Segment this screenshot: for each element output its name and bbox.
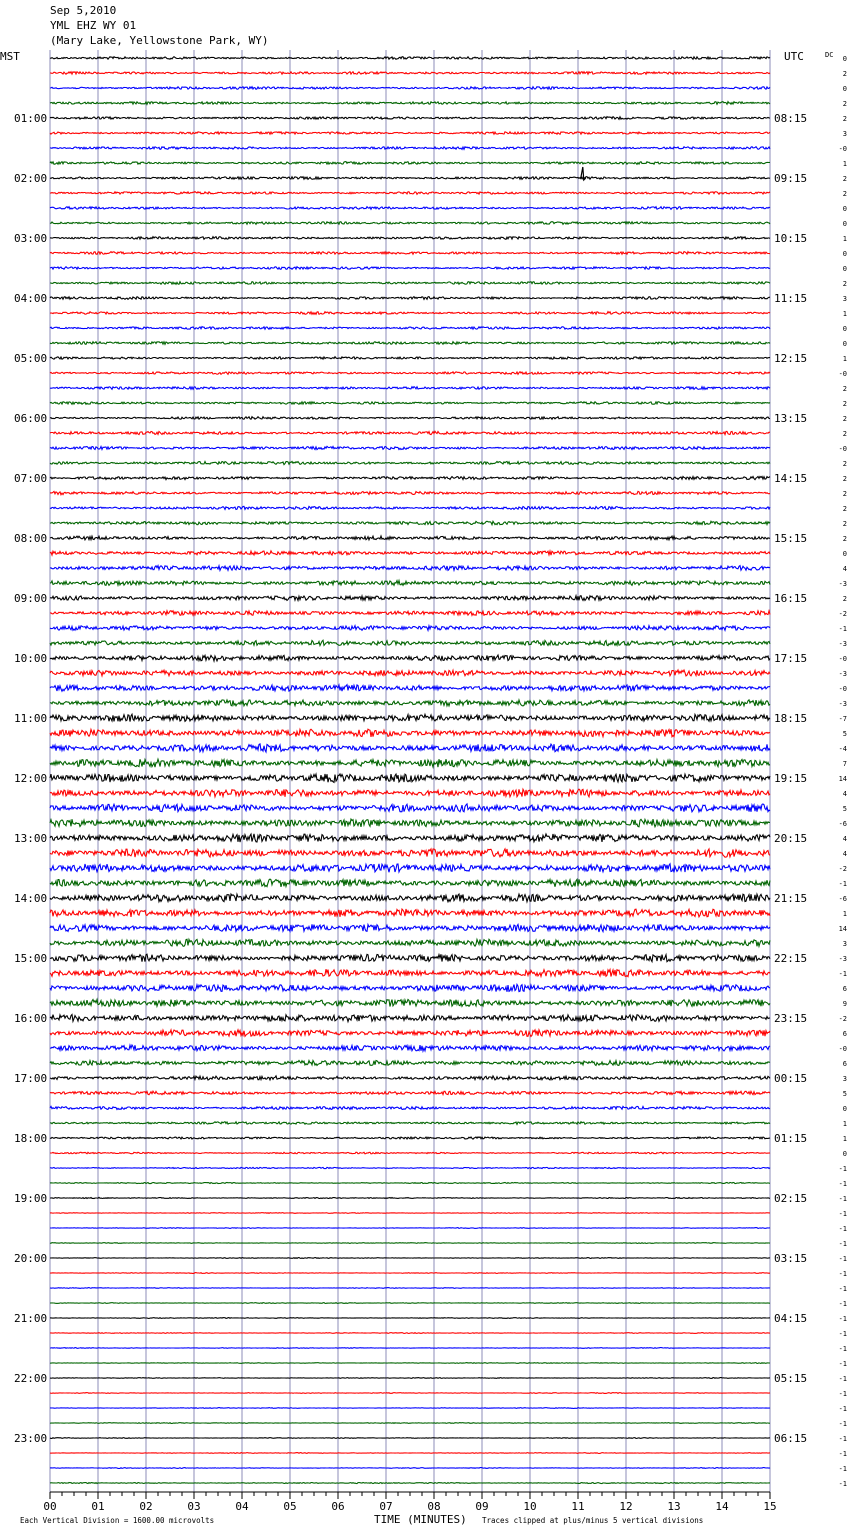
trace-row xyxy=(50,729,770,737)
dc-offset-value: -1 xyxy=(838,625,847,633)
trace-row xyxy=(50,1468,770,1469)
mst-hour-label: 20:00 xyxy=(14,1252,48,1265)
dc-offset-value: 6 xyxy=(842,1030,847,1038)
trace-row xyxy=(50,1303,770,1304)
dc-offset-value: 2 xyxy=(842,475,847,483)
trace-row xyxy=(50,670,770,676)
dc-offset-value: 9 xyxy=(842,1000,847,1008)
trace-row xyxy=(50,924,770,932)
time-tick-label: 06 xyxy=(331,1500,345,1513)
trace-row xyxy=(50,402,770,405)
trace-row xyxy=(50,626,770,631)
time-tick-label: 11 xyxy=(571,1500,585,1513)
trace-row xyxy=(50,1076,770,1080)
mst-hour-label: 08:00 xyxy=(14,532,48,545)
utc-hour-label: 22:15 xyxy=(774,952,808,965)
trace-row xyxy=(50,506,770,509)
dc-offset-value: -1 xyxy=(838,1345,847,1353)
trace-row xyxy=(50,1483,770,1484)
dc-offset-value: 4 xyxy=(842,565,847,573)
utc-hour-label: 06:15 xyxy=(774,1432,808,1445)
trace-row xyxy=(50,1122,770,1125)
dc-offset-value: 1 xyxy=(842,355,847,363)
trace-row xyxy=(50,1228,770,1229)
dc-offset-value: 2 xyxy=(842,115,847,123)
dc-offset-value: 0 xyxy=(842,205,847,213)
trace-row xyxy=(50,1152,770,1154)
mst-hour-label: 01:00 xyxy=(14,112,48,125)
dc-offset-value: -1 xyxy=(838,1330,847,1338)
dc-offset-value: -1 xyxy=(838,1300,847,1308)
dc-offset-value: -1 xyxy=(838,970,847,978)
dc-offset-value: -1 xyxy=(838,1255,847,1263)
footer-scale-note: Each Vertical Division = 1600.00 microvolts xyxy=(20,1516,215,1525)
time-tick-label: 03 xyxy=(187,1500,201,1513)
dc-offset-value: -1 xyxy=(838,1195,847,1203)
time-tick-label: 09 xyxy=(475,1500,489,1513)
dc-offset-value: 3 xyxy=(842,940,847,948)
trace-row xyxy=(50,1273,770,1274)
dc-offset-value: 2 xyxy=(842,505,847,513)
trace-row xyxy=(50,1197,770,1198)
trace-row xyxy=(50,1030,770,1037)
trace-row xyxy=(50,640,770,645)
trace-row xyxy=(50,372,770,375)
dc-offset-value: -1 xyxy=(838,1465,847,1473)
mst-hour-label: 02:00 xyxy=(14,172,48,185)
trace-row xyxy=(50,1318,770,1319)
dc-offset-value: -1 xyxy=(838,1180,847,1188)
dc-offset-value: 1 xyxy=(842,910,847,918)
dc-offset-value: 0 xyxy=(842,265,847,273)
trace-row xyxy=(50,162,770,165)
trace-row xyxy=(50,1423,770,1424)
mst-hour-label: 19:00 xyxy=(14,1192,48,1205)
mst-hour-label: 14:00 xyxy=(14,892,48,905)
trace-row xyxy=(50,222,770,225)
utc-hour-label: 10:15 xyxy=(774,232,808,245)
trace-row xyxy=(50,789,770,797)
trace-row xyxy=(50,581,770,586)
dc-offset-value: 6 xyxy=(842,985,847,993)
trace-row xyxy=(50,461,770,464)
trace-row xyxy=(50,1438,770,1439)
time-tick-label: 12 xyxy=(619,1500,633,1513)
time-tick-label: 15 xyxy=(763,1500,777,1513)
trace-row xyxy=(50,147,770,150)
dc-offset-value: 5 xyxy=(842,730,847,738)
dc-offset-value: -6 xyxy=(838,820,847,828)
station-location: (Mary Lake, Yellowstone Park, WY) xyxy=(50,34,269,47)
trace-row xyxy=(50,297,770,300)
utc-hour-label: 21:15 xyxy=(774,892,808,905)
dc-offset-value: -1 xyxy=(838,880,847,888)
time-tick-label: 08 xyxy=(427,1500,441,1513)
trace-row xyxy=(50,207,770,210)
dc-offset-value: -1 xyxy=(838,1240,847,1248)
dc-offset-value: -1 xyxy=(838,1405,847,1413)
utc-hour-label: 01:15 xyxy=(774,1132,808,1145)
mst-hour-label: 16:00 xyxy=(14,1012,48,1025)
trace-row xyxy=(50,1213,770,1214)
trace-row xyxy=(50,714,770,721)
dc-offset-value: -1 xyxy=(838,1420,847,1428)
trace-row xyxy=(50,282,770,285)
utc-hour-label: 13:15 xyxy=(774,412,808,425)
utc-hour-label: 02:15 xyxy=(774,1192,808,1205)
trace-row xyxy=(50,431,770,434)
utc-hour-label: 20:15 xyxy=(774,832,808,845)
trace-row xyxy=(50,72,770,75)
utc-hour-label: 05:15 xyxy=(774,1372,808,1385)
trace-row xyxy=(50,551,770,555)
dc-offset-value: -3 xyxy=(838,670,847,678)
dc-offset-value: 0 xyxy=(842,1105,847,1113)
trace-row xyxy=(50,879,770,887)
dc-offset-value: 2 xyxy=(842,520,847,528)
time-tick-label: 02 xyxy=(139,1500,153,1513)
trace-row xyxy=(50,417,770,420)
trace-row xyxy=(50,744,770,752)
trace-row xyxy=(50,909,770,917)
dc-offset-value: 2 xyxy=(842,460,847,468)
dc-offset-value: 5 xyxy=(842,1090,847,1098)
plot-date: Sep 5,2010 xyxy=(50,4,117,17)
trace-row xyxy=(50,1393,770,1394)
dc-offset-value: -1 xyxy=(838,1285,847,1293)
mst-hour-label: 11:00 xyxy=(14,712,48,725)
dc-offset-value: -2 xyxy=(838,610,847,618)
mst-hour-label: 21:00 xyxy=(14,1312,48,1325)
dc-offset-value: -0 xyxy=(838,1045,847,1053)
dc-offset-value: -1 xyxy=(838,1210,847,1218)
x-axis-label: TIME (MINUTES) xyxy=(374,1513,467,1526)
dc-offset-value: -4 xyxy=(838,745,847,753)
trace-row xyxy=(50,819,770,827)
dc-offset-value: 3 xyxy=(842,295,847,303)
dc-offset-value: 2 xyxy=(842,430,847,438)
trace-row xyxy=(50,1000,770,1007)
time-tick-label: 04 xyxy=(235,1500,249,1513)
mst-hour-label: 22:00 xyxy=(14,1372,48,1385)
dc-offset-value: 2 xyxy=(842,190,847,198)
trace-row xyxy=(50,491,770,494)
time-tick-label: 01 xyxy=(91,1500,105,1513)
mst-hour-label: 10:00 xyxy=(14,652,48,665)
trace-row xyxy=(50,894,770,902)
dc-offset-value: 14 xyxy=(838,925,847,933)
dc-offset-value: -0 xyxy=(838,445,847,453)
mst-hour-label: 17:00 xyxy=(14,1072,48,1085)
dc-offset-value: -3 xyxy=(838,580,847,588)
trace-row xyxy=(50,1288,770,1289)
mst-hour-label: 06:00 xyxy=(14,412,48,425)
dc-offset-value: 0 xyxy=(842,85,847,93)
dc-offset-value: -0 xyxy=(838,370,847,378)
trace-row xyxy=(50,1137,770,1139)
station-code: YML EHZ WY 01 xyxy=(50,19,137,32)
dc-offset-value: 1 xyxy=(842,1135,847,1143)
trace-row xyxy=(50,611,770,616)
dc-offset-value: 7 xyxy=(842,760,847,768)
utc-hour-label: 11:15 xyxy=(774,292,808,305)
dc-offset-value: -3 xyxy=(838,700,847,708)
trace-row xyxy=(50,312,770,315)
utc-hour-label: 23:15 xyxy=(774,1012,808,1025)
dc-label: DC xyxy=(825,51,834,59)
dc-offset-value: 4 xyxy=(842,850,847,858)
dc-offset-value: 3 xyxy=(842,130,847,138)
trace-row xyxy=(50,969,770,976)
trace-row xyxy=(50,1015,770,1022)
dc-offset-value: 0 xyxy=(842,250,847,258)
trace-row xyxy=(50,342,770,345)
trace-row xyxy=(50,1183,770,1184)
dc-offset-value: 2 xyxy=(842,385,847,393)
trace-row xyxy=(50,1167,770,1168)
dc-offset-value: -3 xyxy=(838,640,847,648)
trace-row xyxy=(50,1378,770,1379)
trace-row xyxy=(50,1091,770,1095)
dc-offset-value: 6 xyxy=(842,1060,847,1068)
trace-row xyxy=(50,759,770,767)
dc-offset-value: -2 xyxy=(838,1015,847,1023)
utc-hour-label: 17:15 xyxy=(774,652,808,665)
utc-hour-label: 03:15 xyxy=(774,1252,808,1265)
dc-offset-value: 0 xyxy=(842,55,847,63)
trace-row xyxy=(50,1453,770,1454)
dc-offset-value: 0 xyxy=(842,1150,847,1158)
dc-offset-value: -0 xyxy=(838,685,847,693)
trace-row xyxy=(50,57,770,60)
dc-offset-value: 2 xyxy=(842,595,847,603)
time-tick-label: 10 xyxy=(523,1500,537,1513)
dc-offset-value: -1 xyxy=(838,1165,847,1173)
trace-row xyxy=(50,655,770,661)
trace-row xyxy=(50,387,770,390)
mst-hour-label: 05:00 xyxy=(14,352,48,365)
trace-row xyxy=(50,102,770,105)
dc-offset-value: -1 xyxy=(838,1390,847,1398)
trace-row xyxy=(50,1061,770,1066)
mst-hour-label: 03:00 xyxy=(14,232,48,245)
trace-row xyxy=(50,132,770,135)
trace-row xyxy=(50,1408,770,1409)
dc-offset-value: 2 xyxy=(842,70,847,78)
trace-row xyxy=(50,327,770,330)
dc-offset-value: -1 xyxy=(838,1315,847,1323)
trace-row xyxy=(50,849,770,857)
trace-row xyxy=(50,804,770,812)
trace-row xyxy=(50,1258,770,1259)
utc-axis-label: UTC xyxy=(784,50,804,63)
dc-offset-value: -1 xyxy=(838,1360,847,1368)
trace-row xyxy=(50,1045,770,1051)
dc-offset-value: 2 xyxy=(842,535,847,543)
dc-offset-value: -1 xyxy=(838,1450,847,1458)
dc-offset-value: -0 xyxy=(838,145,847,153)
trace-row xyxy=(50,117,770,120)
dc-offset-value: 4 xyxy=(842,790,847,798)
trace-row xyxy=(50,446,770,449)
trace-group xyxy=(50,57,770,1484)
trace-row xyxy=(50,536,770,540)
trace-row xyxy=(50,864,770,873)
trace-row xyxy=(50,87,770,90)
utc-hour-label: 04:15 xyxy=(774,1312,808,1325)
mst-hour-label: 07:00 xyxy=(14,472,48,485)
utc-hour-label: 19:15 xyxy=(774,772,808,785)
dc-offset-value: -2 xyxy=(838,865,847,873)
trace-row xyxy=(50,1106,770,1109)
trace-row xyxy=(50,1363,770,1364)
utc-hour-label: 09:15 xyxy=(774,172,808,185)
dc-offset-value: 1 xyxy=(842,310,847,318)
dc-offset-value: 2 xyxy=(842,415,847,423)
mst-hour-label: 12:00 xyxy=(14,772,48,785)
dc-offset-value: -1 xyxy=(838,1375,847,1383)
time-tick-label: 13 xyxy=(667,1500,681,1513)
trace-row xyxy=(50,954,770,962)
trace-row xyxy=(50,476,770,479)
trace-row xyxy=(50,1348,770,1349)
mst-hour-label: 23:00 xyxy=(14,1432,48,1445)
utc-hour-label: 15:15 xyxy=(774,532,808,545)
dc-offset-value: 0 xyxy=(842,325,847,333)
utc-hour-label: 16:15 xyxy=(774,592,808,605)
trace-row xyxy=(50,566,770,571)
dc-offset-value: 5 xyxy=(842,805,847,813)
mst-hour-label: 04:00 xyxy=(14,292,48,305)
dc-offset-value: -1 xyxy=(838,1225,847,1233)
utc-hour-label: 08:15 xyxy=(774,112,808,125)
dc-offset-value: 1 xyxy=(842,235,847,243)
trace-row xyxy=(50,177,770,180)
dc-offset-value: 3 xyxy=(842,1075,847,1083)
dc-offset-value: -7 xyxy=(838,715,847,723)
dc-offset-value: 2 xyxy=(842,490,847,498)
trace-row xyxy=(50,834,770,842)
trace-row xyxy=(50,939,770,946)
time-tick-label: 07 xyxy=(379,1500,393,1513)
mst-axis-label: MST xyxy=(0,50,20,63)
trace-row xyxy=(50,984,770,991)
time-tick-label: 14 xyxy=(715,1500,729,1513)
mst-hour-label: 15:00 xyxy=(14,952,48,965)
dc-offset-value: 0 xyxy=(842,550,847,558)
trace-row xyxy=(50,700,770,706)
utc-hour-label: 12:15 xyxy=(774,352,808,365)
dc-offset-value: -0 xyxy=(838,655,847,663)
dc-offset-value: -3 xyxy=(838,955,847,963)
trace-row xyxy=(50,192,770,195)
trace-row xyxy=(50,774,770,782)
trace-row xyxy=(50,237,770,240)
dc-offset-value: 2 xyxy=(842,400,847,408)
utc-hour-label: 14:15 xyxy=(774,472,808,485)
dc-offset-value: 1 xyxy=(842,1120,847,1128)
trace-row xyxy=(50,1243,770,1244)
dc-offset-value: 2 xyxy=(842,100,847,108)
dc-offset-value: 2 xyxy=(842,280,847,288)
dc-offset-value: 1 xyxy=(842,160,847,168)
trace-row xyxy=(50,1333,770,1334)
dc-offset-value: -1 xyxy=(838,1270,847,1278)
dc-offset-value: 4 xyxy=(842,835,847,843)
dc-offset-value: 2 xyxy=(842,175,847,183)
utc-hour-label: 00:15 xyxy=(774,1072,808,1085)
trace-row xyxy=(50,596,770,601)
time-tick-label: 00 xyxy=(43,1500,57,1513)
dc-offset-value: -6 xyxy=(838,895,847,903)
mst-hour-label: 18:00 xyxy=(14,1132,48,1145)
trace-row xyxy=(50,357,770,360)
trace-row xyxy=(50,267,770,270)
mst-hour-label: 13:00 xyxy=(14,832,48,845)
time-tick-label: 05 xyxy=(283,1500,297,1513)
dc-offset-value: 14 xyxy=(838,775,847,783)
trace-row xyxy=(50,685,770,692)
dc-offset-value: 0 xyxy=(842,220,847,228)
footer-clip-note: Traces clipped at plus/minus 5 vertical divisions xyxy=(482,1516,704,1525)
dc-offset-value: 0 xyxy=(842,340,847,348)
trace-row xyxy=(50,252,770,255)
dc-offset-value: -1 xyxy=(838,1480,847,1488)
mst-hour-label: 09:00 xyxy=(14,592,48,605)
utc-hour-label: 18:15 xyxy=(774,712,808,725)
trace-row xyxy=(50,521,770,525)
dc-offset-value: -1 xyxy=(838,1435,847,1443)
